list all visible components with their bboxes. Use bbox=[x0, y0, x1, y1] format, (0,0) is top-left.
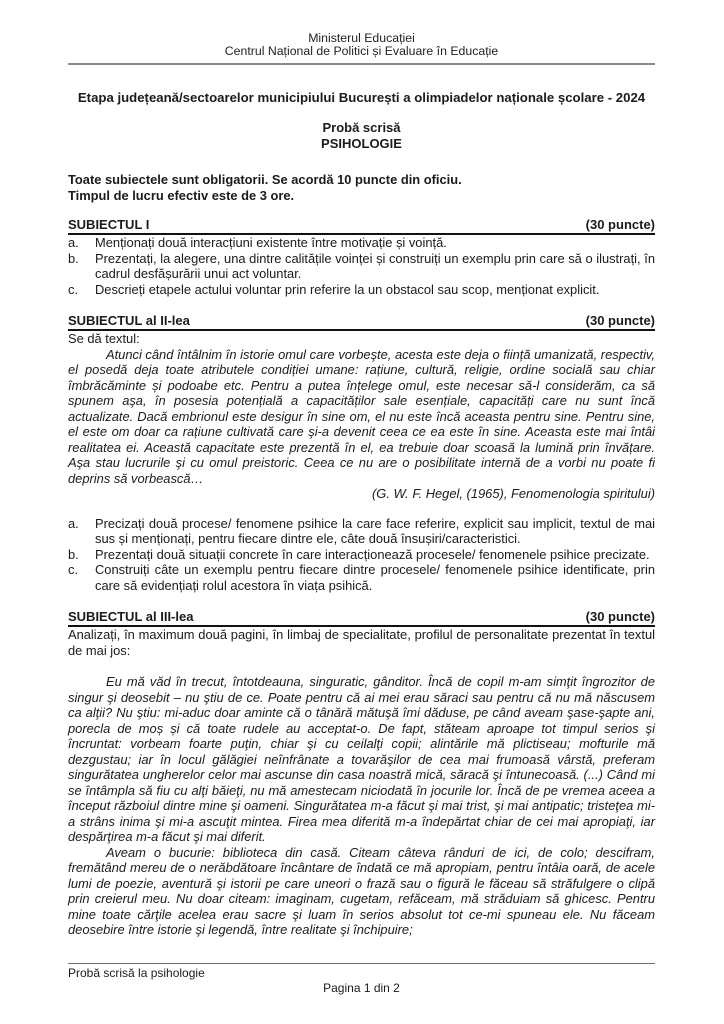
task-item bbox=[68, 235, 655, 251]
task-item-marker: b. bbox=[68, 250, 79, 266]
subject-name: PSIHOLOGIE bbox=[321, 135, 402, 151]
page-header bbox=[68, 32, 655, 58]
task-item bbox=[68, 516, 655, 547]
exam-subtitle-block bbox=[68, 120, 655, 151]
task-item-text: Construiți câte un exemplu pentru fiecare dintre procesele/ fenomenele psihice identificate, prin care să evidențiați rolul acestora în viața psihică. bbox=[95, 562, 655, 593]
section-subiectul-3 bbox=[68, 609, 655, 938]
section-heading bbox=[68, 313, 655, 331]
task-item bbox=[68, 562, 655, 593]
task-item-marker: c. bbox=[68, 562, 79, 577]
footer-document-label: Probă scrisă la psihologie bbox=[68, 966, 205, 980]
task-item bbox=[68, 251, 655, 282]
center-name: Centrul Național de Politici și Evaluare în Educație bbox=[224, 44, 499, 58]
section-points: (30 puncte) bbox=[585, 217, 655, 232]
quote-text: Atunci când întâlnim în istorie omul care vorbeşte, acesta este deja o ființă umanizată, respectiv, el posedă deja toate atributele condiției umane: rațiune, cultură, religie, ordine socială sau chiar îmbrăcăminte și podoabe etc. Pentru a putea înțelege omul, este necesar să-l considerăm, ca să spunem aşa, în posesia potențială a capacităților sale esențiale, capacități care nu sunt încă actualizate. Dacă embrionul este desigur în sine om, el nu este încă aceasta pentru sine. Pentru sine, el este om doar ca rațiune cultivată care şi-a devenit ceea ce ea este în sine. Aceasta este mai întâi realitatea ei. Această capacitate este prezentă în el, ea trebuie doar scoasă la lumină prin învățare. Aşa stau lucrurile şi cu omul preistoric. Ceea ce nu are o posibilitate internă de a vorbi nu poate fi deprins să vorbească… bbox=[68, 346, 655, 486]
task-item-marker: c. bbox=[68, 281, 79, 297]
task-item-marker: a. bbox=[68, 515, 79, 531]
section-lead: Se dă textul: bbox=[68, 331, 140, 346]
section-heading-label: SUBIECTUL al II-lea bbox=[68, 313, 190, 328]
task-item-text: Prezentați două situații concrete în care interacționează procesele/ fenomenele psihice precizate. bbox=[95, 546, 650, 562]
ministry-name: Ministerul Educației bbox=[308, 31, 415, 45]
task-item-text: Prezentați, la alegere, una dintre calitățile voinței și construiți un exemplu prin care să o ilustrați, în cadrul desfășurării unui act voluntar. bbox=[95, 250, 655, 281]
general-notices bbox=[68, 172, 655, 203]
header-divider bbox=[68, 63, 655, 65]
written-test-label: Probă scrisă bbox=[322, 120, 401, 135]
section-subiectul-2 bbox=[68, 313, 655, 593]
section-heading-label: SUBIECTUL al III-lea bbox=[68, 609, 194, 624]
task-list bbox=[68, 235, 655, 297]
footer-page-number: Pagina 1 din 2 bbox=[323, 981, 400, 995]
quote-paragraph-1: Eu mă văd în trecut, întotdeauna, singuratic, gânditor. Încă de copil m-am simţit îngrozitor de singur şi deosebit – nu ştiu de ce. Poate pentru că ai mei erau săraci sau pentru că nu mă născusem ca alţii? Nu ştiu: mi-aduc doar aminte că o tânără mătuşă îmi dăduse, pe când aveam şase-şapte ani, porecla de moș și că toate rudele au acceptat-o. De fapt, stăteam aproape tot timpul serios şi încruntat: vorbeam foarte puţin, chiar şi cu ceilalţi copii; alintările mă plictiseau; mofturile mă dezgustau; iar în locul gălăgiei neînfrânate a tovarăşilor de cea mai frumoasă vârstă, preferam singurătatea ungherelor celor mai ascunse din casa noastră mică, săracă şi întunecoasă. (...) Când mi se întâmpla să fiu cu alţi băieţi, nu mă amestecam niciodată în jocurile lor. Încă de pe vremea aceea a început războiul dintre mine şi oameni. Singurătatea m-a făcut şi mai trist, şi mai antipatic; tristeţea mi-a strâns inima şi mi-a ascuţit mintea. Firea mea diferită m-a îndepărtat chiar de cei mai apropiaţi, iar despărţirea m-a făcut şi mai diferit. bbox=[68, 674, 655, 844]
section-subiectul-1 bbox=[68, 217, 655, 297]
quote-attribution: (G. W. F. Hegel, (1965), Fenomenologia spiritului) bbox=[372, 486, 655, 501]
task-item-text: Precizați două procese/ fenomene psihice la care face referire, explicit sau implicit, textul de mai sus și menționați, pentru fiecare dintre ele, câte două însușiri/caracteristici. bbox=[95, 515, 655, 546]
task-item-text: Menționați două interacțiuni existente între motivație și voință. bbox=[95, 235, 447, 250]
task-item-marker: a. bbox=[68, 235, 79, 250]
section-heading-label: SUBIECTUL I bbox=[68, 217, 150, 232]
section-lead: Analizați, în maximum două pagini, în limbaj de specialitate, profilul de personalitate prezentat în textul de mai jos: bbox=[68, 627, 655, 658]
notice-mandatory: Toate subiectele sunt obligatorii. Se acordă 10 puncte din oficiu. bbox=[68, 172, 462, 187]
section-heading bbox=[68, 609, 655, 627]
notice-duration: Timpul de lucru efectiv este de 3 ore. bbox=[68, 187, 295, 203]
task-item bbox=[68, 282, 655, 298]
exam-stage-title: Etapa județeană/sectoarelor municipiului București a olimpiadelor naționale școlare - 2024 bbox=[77, 90, 646, 105]
section-heading bbox=[68, 217, 655, 235]
task-item-text: Descrieți etapele actului voluntar prin referire la un obstacol sau scop, menționat explicit. bbox=[95, 281, 600, 297]
section-points: (30 puncte) bbox=[585, 609, 655, 624]
task-list bbox=[68, 516, 655, 594]
section-points: (30 puncte) bbox=[585, 313, 655, 328]
task-item-marker: b. bbox=[68, 546, 79, 562]
task-item bbox=[68, 547, 655, 563]
page-footer bbox=[68, 963, 655, 996]
quote-paragraph-2: Aveam o bucurie: biblioteca din casă. Citeam câteva rânduri de ici, de colo; descifram, fremătând mereu de o nerăbdătoare încântare de îndată ce mă apropiam, pentru întâia oară, de acele lumi de poezie, aventură şi istorii pe care uneori o frază sau o figură le făceau să străfulgere o clipă prin creierul meu. Nu doar citeam: imaginam, cugetam, refăceam, mă străduiam să ghicesc. Pentru mine toate cărţile acelea erau sacre şi luam în serios absolut tot ce-mi spuneau ele. Nu făceam deosebire între istorie şi legendă, între realitate şi închipuire; bbox=[68, 844, 655, 937]
